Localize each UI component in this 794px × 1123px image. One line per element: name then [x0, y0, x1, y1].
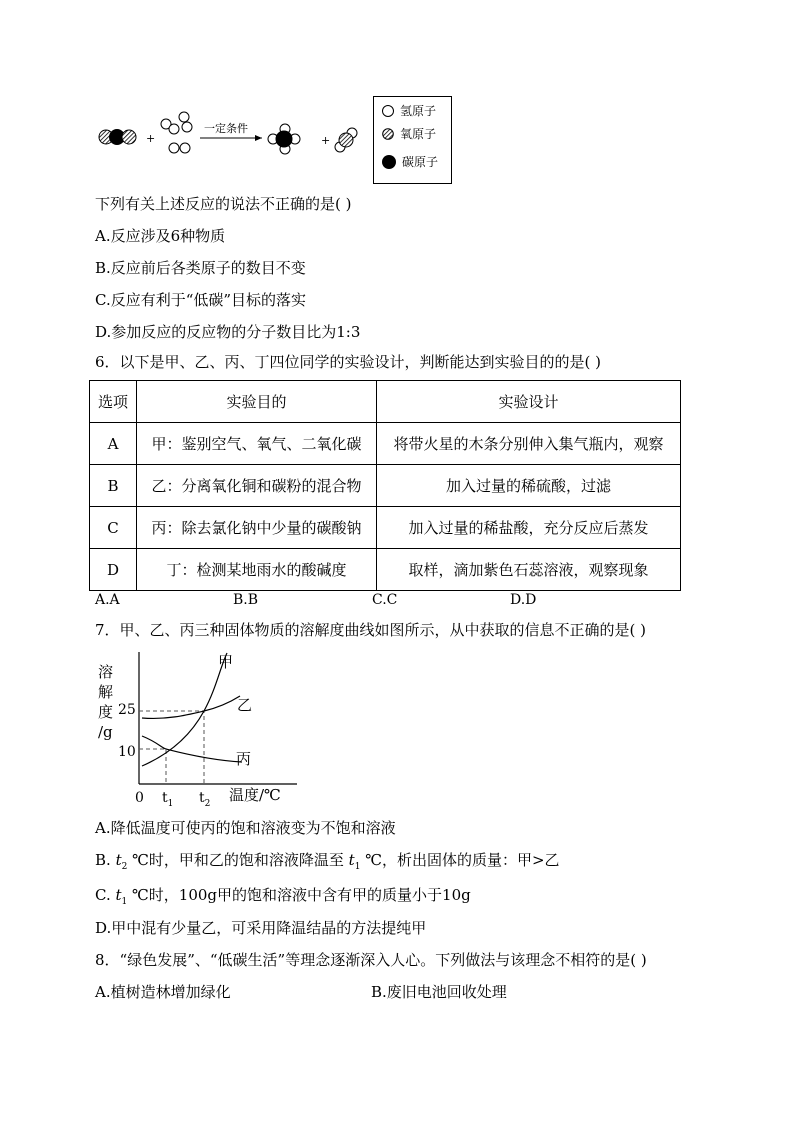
q8-option-a: A.植树造林增加绿化 — [95, 983, 231, 1001]
y-axis-label-char: 解 — [98, 683, 114, 701]
ch4-molecule — [268, 124, 300, 154]
q5-option-c: C.反应有利于“低碳”目标的落实 — [95, 291, 307, 309]
y-tick-label: 10 — [118, 744, 136, 760]
table-header-cell: 实验目的 — [137, 381, 377, 423]
table-header-row — [90, 381, 681, 423]
hydrogen-atom-icon — [382, 105, 394, 117]
table-row: B 乙：分离氧化铜和碳粉的混合物 加入过量的稀硫酸，过滤 — [90, 465, 681, 507]
x-tick-label: $t_1$ — [162, 790, 174, 809]
solubility-chart — [92, 648, 302, 813]
q6-option-c: C.C — [372, 592, 398, 608]
y-axis-label-char: 度 — [98, 703, 114, 721]
plus-sign: + — [146, 132, 156, 145]
series-label: 乙 — [237, 696, 253, 714]
reaction-diagram — [90, 108, 380, 158]
table-row: C 丙：除去氯化钠中少量的碳酸钠 加入过量的稀盐酸，充分反应后蒸发 — [90, 507, 681, 549]
h2-molecules — [161, 112, 192, 153]
q7-option-a: A.降低温度可使丙的饱和溶液变为不饱和溶液 — [95, 819, 396, 837]
q5-option-d: D.参加反应的反应物的分子数目比为1:3 — [95, 323, 361, 341]
legend-carbon: 碳原子 — [382, 153, 438, 170]
plus-sign-2: + — [321, 134, 331, 147]
q6-option-d: D.D — [510, 592, 537, 608]
reaction-condition: 一定条件 — [204, 122, 248, 135]
table-header-cell: 选项 — [90, 381, 137, 423]
y-axis-label-char: /g — [98, 723, 113, 741]
y-tick-label: 25 — [118, 702, 136, 718]
legend-oxygen: 氧原子 — [382, 125, 436, 142]
x-tick-label: 0 — [135, 790, 144, 806]
series-label: 甲 — [218, 653, 234, 671]
q6-question: 6．以下是甲、乙、丙、丁四位同学的实验设计，判断能达到实验目的的是( ) — [95, 353, 602, 371]
oxygen-atom-icon — [382, 128, 394, 140]
co-molecule — [99, 129, 136, 145]
q7-option-b: B. $t_2$ ℃时，甲和乙的饱和溶液降温至 $t_1$ ℃，析出固体的质量：甲>乙 — [95, 851, 560, 872]
x-axis-label: 温度/℃ — [229, 786, 281, 804]
q5-question: 下列有关上述反应的说法不正确的是( ) — [95, 195, 352, 213]
q6-option-b: B.B — [233, 592, 259, 608]
table-row: D 丁：检测某地雨水的酸碱度 取样，滴加紫色石蕊溶液，观察现象 — [90, 549, 681, 591]
series-label: 丙 — [236, 750, 252, 768]
q7-question: 7．甲、乙、丙三种固体物质的溶解度曲线如图所示，从中获取的信息不正确的是( ) — [95, 621, 647, 639]
q5-option-a: A.反应涉及6种物质 — [95, 227, 226, 245]
carbon-atom-icon — [382, 155, 396, 169]
q7-option-d: D.甲中混有少量乙，可采用降温结晶的方法提纯甲 — [95, 919, 427, 937]
q6-table — [89, 380, 681, 591]
q6-option-a: A.A — [95, 592, 120, 608]
atom-legend — [373, 96, 452, 184]
guide-t2 — [139, 711, 204, 784]
q8-question: 8．“绿色发展”、“低碳生活”等理念逐渐深入人心。下列做法与该理念不相符的是( ) — [95, 951, 647, 969]
x-tick-label: $t_2$ — [199, 790, 211, 809]
h2o-molecule — [335, 128, 357, 152]
table-row: A 甲：鉴别空气、氧气、二氧化碳 将带火星的木条分别伸入集气瓶内，观察 — [90, 423, 681, 465]
q7-option-c: C. $t_1$ ℃时，100g甲的饱和溶液中含有甲的质量小于10g — [95, 886, 471, 907]
table-header-cell: 实验设计 — [377, 381, 681, 423]
q8-option-b: B.废旧电池回收处理 — [371, 983, 507, 1001]
series-yi-curve — [142, 696, 240, 718]
guide-t1 — [139, 749, 166, 784]
legend-hydrogen: 氢原子 — [382, 102, 436, 119]
q5-option-b: B.反应前后各类原子的数目不变 — [95, 259, 306, 277]
y-axis-label-char: 溶 — [98, 663, 114, 681]
